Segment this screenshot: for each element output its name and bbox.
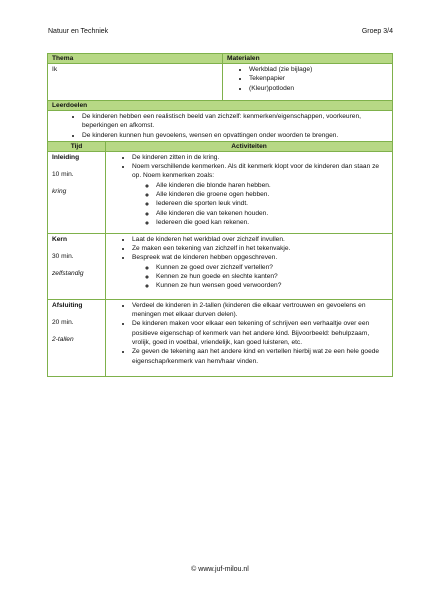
phase-row-inleiding: [48, 151, 393, 233]
activity-item: • Ze geven de tekening aan het andere kind en vertellen hierbij wat ze een hele goede eigenschap/kenmerk van hem/haar vinden.: [132, 347, 388, 366]
activity-list: [110, 235, 388, 291]
activity-list: [110, 301, 388, 366]
phase-row-afsluiting: [48, 299, 393, 376]
activities-header-row: [48, 141, 393, 151]
materials-item: • Tekenpapier: [249, 74, 388, 83]
materials-cell: [223, 64, 393, 101]
phase-side: [48, 151, 106, 233]
phase-setting: zelfstandig: [52, 270, 84, 278]
goals-cell: [48, 111, 393, 142]
phase-duration: 20 min.: [52, 319, 74, 327]
activity-item: [132, 253, 388, 290]
phase-setting: 2-tallen: [52, 336, 74, 344]
activity-item: [132, 162, 388, 227]
theme-label: Thema: [48, 54, 223, 64]
activity-sublist: [132, 181, 388, 227]
theme-row: [48, 64, 393, 101]
header-subject: Natuur en Techniek: [48, 28, 109, 35]
activity-item: • Ze maken een tekening van zichzelf in het tekenvakje.: [132, 244, 388, 253]
activity-item: • Verdeel de kinderen in 2-tallen (kinderen die elkaar vertrouwen en gevoelens en meningen met elkaar durven delen).: [132, 301, 388, 320]
activity-item-text: Noem verschillende kenmerken. Als dit kenmerk klopt voor de kinderen dan staan ze op. Noem kenmerken zoals:: [132, 163, 380, 180]
time-column-label: Tijd: [48, 141, 106, 151]
phase-side: [48, 233, 106, 299]
goals-list: [52, 112, 388, 140]
activity-subitem: ◦ Kunnen ze goed over zichzelf vertellen?: [156, 263, 388, 272]
header-group: Groep 3/4: [361, 28, 393, 35]
activity-subitem: ◦ Alle kinderen die blonde haren hebben.: [156, 181, 388, 190]
materials-list: [227, 65, 388, 93]
footer-copyright: © www.juf-milou.nl: [191, 566, 249, 573]
materials-label: Materialen: [223, 54, 393, 64]
phase-activities: [106, 299, 393, 376]
activity-item-text: Bespreek wat de kinderen hebben opgeschreven.: [132, 254, 278, 262]
activity-subitem: ◦ Kennen ze hun goede en slechte kanten?: [156, 272, 388, 281]
phase-duration: 30 min.: [52, 253, 74, 261]
goals-header-row: [48, 101, 393, 111]
materials-item: • Werkblad (zie bijlage): [249, 65, 388, 74]
goals-row: [48, 111, 393, 142]
theme-header-row: [48, 54, 393, 64]
goal-item: • De kinderen hebben een realistisch beeld van zichzelf: kenmerken/eigenschappen, voorkeuren, beperkingen en afkomst.: [82, 112, 388, 131]
activity-subitem: ◦ Kunnen ze hun wensen goed verwoorden?: [156, 281, 388, 290]
phase-setting: kring: [52, 188, 67, 196]
phase-title: Kern: [52, 235, 68, 243]
activity-subitem: ◦ Iedereen die goed kan rekenen.: [156, 218, 388, 227]
activity-item: • De kinderen maken voor elkaar een tekening of schrijven een verhaaltje over een positieve eigenschap of kenmerk van het andere kind. Bijvoorbeeld: behulpzaam, vrolijk, goed in voetbal, vriendelijk, kan goed luisteren, etc.: [132, 319, 388, 347]
activities-column-label: Activiteiten: [106, 141, 393, 151]
phase-activities: [106, 233, 393, 299]
activity-list: [110, 153, 388, 227]
phase-activities: [106, 151, 393, 233]
phase-row-kern: [48, 233, 393, 299]
activity-subitem: ◦ Alle kinderen die groene ogen hebben.: [156, 190, 388, 199]
activity-subitem: ◦ Iedereen die sporten leuk vindt.: [156, 199, 388, 208]
lesson-plan-table: [47, 53, 393, 377]
theme-value: Ik: [48, 64, 223, 101]
phase-duration: 10 min.: [52, 171, 74, 179]
goal-item: • De kinderen kunnen hun gevoelens, wensen en opvattingen onder woorden te brengen.: [82, 131, 388, 140]
phase-title: Afsluiting: [52, 301, 83, 309]
activity-sublist: [132, 263, 388, 291]
activity-subitem: ◦ Alle kinderen die van tekenen houden.: [156, 209, 388, 218]
materials-item: • (Kleur)potloden: [249, 84, 388, 93]
goals-label: Leerdoelen: [48, 101, 393, 111]
phase-side: [48, 299, 106, 376]
activity-item: • De kinderen zitten in de kring.: [132, 153, 388, 162]
activity-item: • Laat de kinderen het werkblad over zichzelf invullen.: [132, 235, 388, 244]
phase-title: Inleiding: [52, 153, 80, 161]
